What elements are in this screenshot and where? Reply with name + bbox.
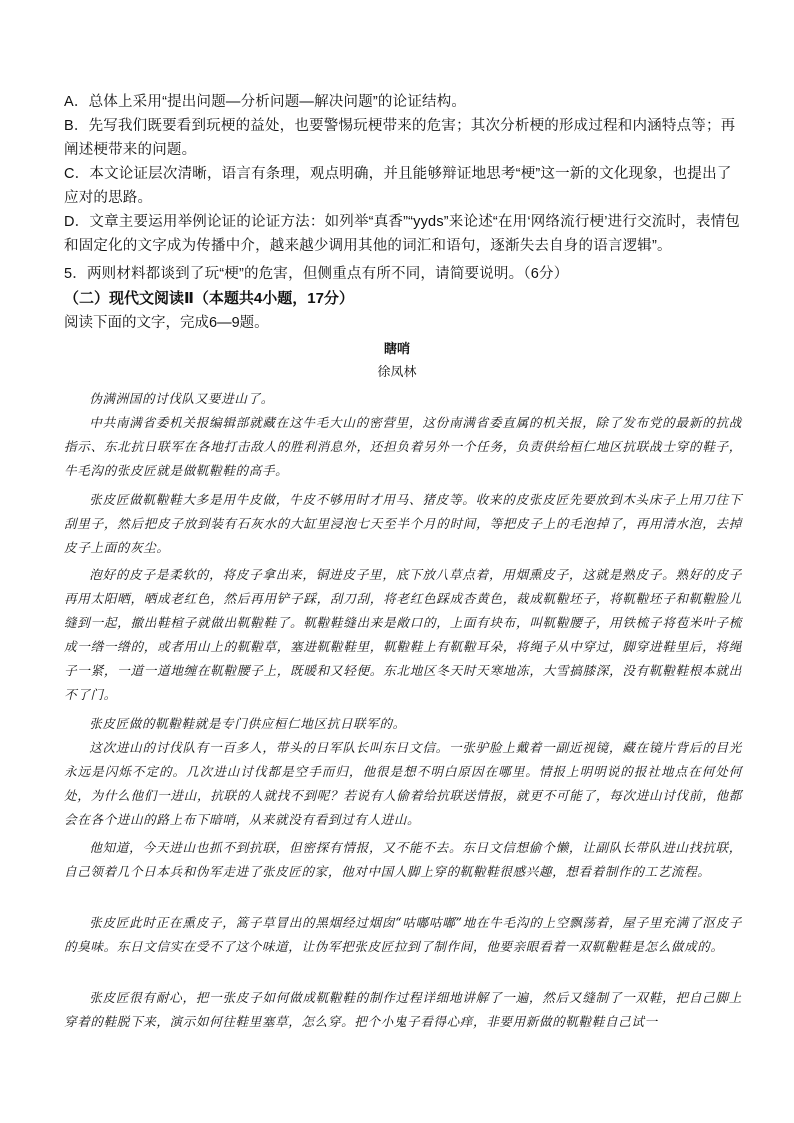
option-d: D．文章主要运用举例论证的论证方法：如列举“真香”“yyds”来论述“在用‘网络流行梗’进行交流时，表情包和固定化的文字成为传播中介，越来越少调用其他的词汇和语句，逐渐失去自身的语言逻辑”。 xyxy=(64,214,740,254)
section-heading: （二）现代文阅读Ⅱ（本题共4小题，17分） xyxy=(64,290,354,307)
story-paragraph: 张皮匠做的靰鞡鞋就是专门供应桓仁地区抗日联军的。 xyxy=(89,716,406,731)
story-paragraph: 他知道，今天进山也抓不到抗联，但密探有情报，又不能不去。东日文信想偷个懒，让副队长带队进山找抗联，自己领着几个日本兵和伪军走进了张皮匠的家，他对中国人脚上穿的靰鞡鞋很感兴趣，想看着制作的工艺流程。 xyxy=(64,840,742,879)
reading-instruction: 阅读下面的文字，完成6—9题。 xyxy=(64,315,269,331)
story-paragraph: 这次进山的讨伐队有一百多人，带头的日军队长叫东日文信。一张驴脸上戴着一副近视镜，藏在镜片背后的目光永远是闪烁不定的。几次进山讨伐都是空手而归，他很是想不明白原因在哪里。情报上明明说的报社地点在何处何处，为什么他们一进山，抗联的人就找不到呢？若说有人偷着给抗联送情报，就更不可能了，每次进山讨伐前，他都会在各个进山的路上布下暗哨，从来就没有看到过有人进山。 xyxy=(64,740,742,827)
option-a: A．总体上采用“提出问题—分析问题—解决问题”的论证结构。 xyxy=(64,94,467,110)
option-c: C．本文论证层次清晰，语言有条理，观点明确，并且能够辩证地思考“梗”这一新的文化现象，也提出了应对的思路。 xyxy=(64,166,732,206)
option-b: B．先写我们既要看到玩梗的益处，也要警惕玩梗带来的危害；其次分析梗的形成过程和内涵特点等；再阐述梗带来的问题。 xyxy=(64,118,736,158)
story-paragraph: 张皮匠做靰鞡鞋大多是用牛皮做，牛皮不够用时才用马、猪皮等。收来的皮张皮匠先要放到木头床子上用刀往下刮里子，然后把皮子放到装有石灰水的大缸里浸泡七天至半个月的时间，等把皮子上的毛泡掉了，再用清水泡，去掉皮子上面的灰尘。 xyxy=(64,492,742,555)
story-paragraph: 张皮匠此时正在熏皮子，篙子草冒出的黑烟经过烟囱“咕嘟咕嘟”地在牛毛沟的上空飘荡着，屋子里充满了沤皮子的臭味。东日文信实在受不了这个味道，让伪军把张皮匠拉到了制作间，他要亲眼看着一双靰鞡鞋是怎么做成的。 xyxy=(64,915,742,954)
question-5: 5．两则材料都谈到了玩“梗”的危害，但侧重点有所不同，请简要说明。（6分） xyxy=(64,266,569,282)
story-author: 徐凤林 xyxy=(377,365,417,380)
story-title: 瞎哨 xyxy=(383,342,410,357)
story-paragraph: 伪满洲国的讨伐队又要进山了。 xyxy=(89,391,274,406)
story-paragraph: 中共南满省委机关报编辑部就藏在这牛毛大山的密营里，这份南满省委直属的机关报，除了发布党的最新的抗战指示、东北抗日联军在各地打击敌人的胜利消息外，还担负着另外一个任务，负责供给桓仁地区抗联战士穿的鞋子，牛毛沟的张皮匠就是做靰鞡鞋的高手。 xyxy=(64,415,742,478)
story-paragraph: 泡好的皮子是柔软的，将皮子拿出来，铜进皮子里，底下放八草点着，用烟熏皮子，这就是熟皮子。熟好的皮子再用太阳晒，晒成老红色，然后再用铲子踩，刮刀刮，将老红色踩成杏黄色，裁成靰鞡坯子，将靰鞡坯子和靰鞡脸儿缝到一起，撤出鞋楦子就做出靰鞡鞋了。靰鞡鞋缝出来是敞口的，上面有块布，叫靰鞡腰子，用铁梳子将苞米叶子梳成一绺一绺的，或者用山上的靰鞡草，塞进靰鞡鞋里，靰鞡鞋上有靰鞡耳朵，将绳子从中穿过，脚穿进鞋里后，将绳子一紧，一道一道地缠在靰鞡腰子上，既暖和又轻便。东北地区冬天时天寒地冻，大雪搞膝深，没有靰鞡鞋根本就出不了门。 xyxy=(64,567,742,702)
story-paragraph: 张皮匠很有耐心，把一张皮子如何做成靰鞡鞋的制作过程详细地讲解了一遍，然后又缝制了一双鞋，把自己脚上穿着的鞋脱下来，演示如何往鞋里塞草，怎么穿。把个小鬼子看得心痒，非要用新做的靰鞡鞋自己试一 xyxy=(64,990,742,1029)
